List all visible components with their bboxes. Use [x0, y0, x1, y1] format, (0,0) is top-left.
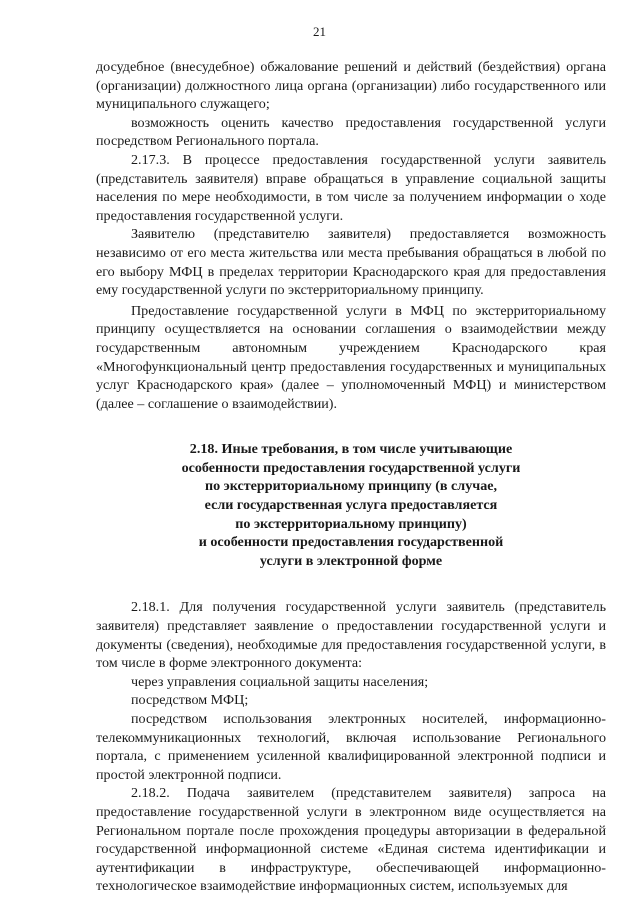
heading-line: по экстерриториальному принципу) [235, 515, 467, 532]
heading-line: услуги в электронной форме [259, 552, 443, 569]
paragraph-appeal-continuation: досудебное (внесудебное) обжалование решений и действий (бездействия) органа (организации) должностного лица органа (организации) либо государственного или муниципального служащего; [96, 59, 606, 113]
paragraph-mfc-agreement: Предоставление государственной услуги в МФЦ по экстерриториальному принципу осуществляется на основании соглашения о взаимодействии между государственным автономным учреждением Краснодарского края «Многофункциональный центр предоставления государственных и муниципальных услуг Краснодарского края» (далее – уполномоченный МФЦ) и министерством (далее – соглашение о взаимодействии). [96, 302, 606, 412]
section-heading-2-18 [96, 440, 606, 570]
list-item-social-protection: через управления социальной защиты населения; [131, 673, 429, 690]
list-item-electronic-means: посредством использования электронных носителей, информационно-телекоммуникационных технологий, включая использование Регионального портала, с применением усиленной квалифицированной электронной подписи и простой электронной подписи. [96, 711, 606, 783]
heading-line: особенности предоставления государственной услуги [181, 459, 521, 476]
heading-line: и особенности предоставления государственной [198, 534, 504, 551]
heading-line: по экстерриториальному принципу (в случае, [204, 478, 498, 495]
paragraph-2-17-3: 2.17.3. В процессе предоставления государственной услуги заявитель (представитель заявителя) вправе обращаться в управление социальной защиты населения по мере необходимости, в том числе за получением информации о ходе предоставления государственной услуги. [96, 151, 606, 224]
paragraph-2-18-2: 2.18.2. Подача заявителем (представителем заявителя) запроса на предоставление государственной услуги в электронном виде осуществляется на Региональном портале после прохождения процедуры авторизации в федеральной государственной информационной системе «Единая система идентификации и аутентификации в инфраструктуре, обеспечивающей информационно-технологическое взаимодействие информационных систем, используемых для [96, 785, 606, 895]
heading-line: 2.18. Иные требования, в том числе учитывающие [189, 441, 513, 458]
paragraph-extraterritorial-right: Заявителю (представителю заявителя) предоставляется возможность независимо от его места жительства или места пребывания обращаться в любой по его выбору МФЦ в пределах территории Краснодарского края для предоставления ему государственной услуги по экстерриториальному принципу. [96, 226, 606, 299]
page-number: 21 [313, 24, 326, 39]
paragraph-2-18-1: 2.18.1. Для получения государственной услуги заявитель (представитель заявителя) представляет заявление о предоставлении государственной услуги и документы (сведения), необходимые для предоставления государственной услуги, в том числе в форме электронного документа: [96, 599, 606, 672]
document-body [96, 58, 606, 896]
heading-line: если государственная услуга предоставляется [204, 497, 498, 514]
paragraph-quality-rating: возможность оценить качество предоставления государственной услуги посредством Регионального портала. [96, 114, 606, 150]
list-item-mfc: посредством МФЦ; [131, 692, 249, 709]
